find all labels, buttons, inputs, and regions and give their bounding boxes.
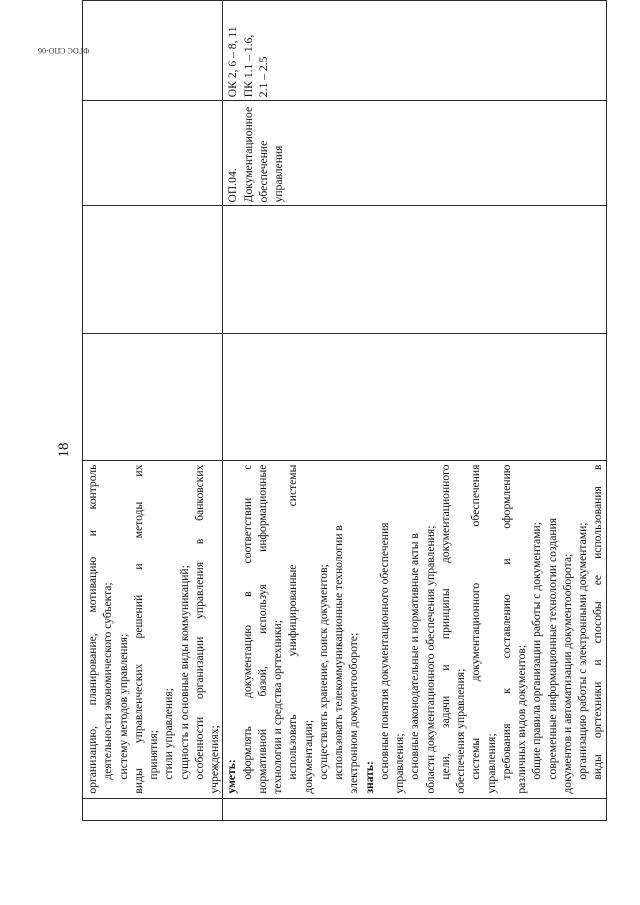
competency-codes: [225, 4, 271, 97]
content-line: использовать унифицированные системы: [286, 464, 300, 780]
hours-cell-2: [223, 206, 606, 333]
content-line: области документационного обеспечения управления;: [423, 525, 437, 794]
content-line: организацию работы с электронными документами;: [576, 522, 589, 780]
curriculum-table: [82, 0, 607, 821]
content-line: управления;: [393, 733, 406, 794]
content-line: документов и автоматизации документооборота;: [560, 553, 574, 794]
content-line: основные законодательные и нормативные акты в: [408, 533, 422, 780]
footer-label: ФГОС СПО-06: [38, 46, 90, 55]
op04-content-cell: [223, 460, 606, 798]
competency-line: 2.1 – 2.5: [256, 56, 270, 98]
content-line: обеспечения управления;: [454, 668, 467, 794]
continuation-content-cell: [83, 460, 223, 798]
continuation-lines: [85, 465, 222, 794]
content-line: системы документационного обеспечения: [469, 464, 483, 780]
continuation-line: стили управления;: [162, 688, 176, 780]
discipline-cell: [223, 101, 606, 206]
continuation-line: деятельности экономического субъекта;: [101, 582, 115, 780]
competency-cell: [223, 1, 606, 101]
content-line: нормативной базой, используя информационные: [255, 464, 269, 794]
content-line: общие правила организации работы с документами;: [530, 522, 544, 780]
index-cell: [83, 798, 223, 820]
continuation-line: учреждениях;: [208, 725, 221, 794]
section-label: знать:: [362, 761, 376, 794]
content-line: основные понятия документационного обеспечения: [377, 522, 391, 780]
page-number: 18: [56, 442, 72, 458]
continuation-line: организацию, планирование, мотивацию и контроль: [86, 464, 99, 794]
content-line: электронном документообороте;: [347, 632, 361, 794]
content-line: документации;: [301, 719, 315, 794]
continuation-line: особенности организации управления в банковских: [192, 464, 206, 780]
competency-cell-empty: [83, 1, 223, 101]
continuation-line: систему методов управления;: [116, 633, 130, 780]
content-line: требования к составлению и оформлению: [499, 464, 513, 780]
content-line: цели, задачи и принципы документационного: [438, 464, 452, 780]
content-line: различных видов документов;: [515, 644, 528, 794]
table-row-continuation: [83, 1, 223, 821]
discipline-name-line: Документационное: [241, 106, 255, 203]
hours-cell: [223, 333, 606, 460]
discipline-code: ОП.04.: [226, 168, 240, 203]
discipline-name-line: управления: [272, 145, 285, 203]
continuation-line: виды управленческих решений и методы их: [131, 464, 145, 794]
discipline-name-line: обеспечение: [256, 140, 270, 203]
content-line: технологии и средства оргтехники;: [271, 620, 284, 794]
content-line: виды оргтехники и способы ее использования в: [591, 464, 605, 780]
discipline-name: [241, 104, 287, 202]
continuation-line: принятия;: [147, 730, 160, 780]
content-line: осуществлять хранение, поиск документов;: [316, 564, 330, 780]
section-label: уметь:: [225, 759, 239, 794]
content-line: оформлять документацию в соответствии с: [240, 464, 254, 780]
competency-line: ПК 1.1 – 1.6,: [241, 34, 255, 98]
competency-line: ОК 2, 6 – 8, 11: [226, 26, 240, 98]
content-line: современные информационные технологии создания: [545, 517, 559, 780]
op04-content-lines: [224, 465, 605, 794]
discipline-cell-empty: [83, 101, 223, 206]
table-row-op04: [223, 1, 606, 821]
hours-cell: [83, 333, 223, 460]
continuation-line: сущность и основные виды коммуникаций;: [177, 565, 191, 780]
hours-cell-2: [83, 206, 223, 333]
content-line: управления;: [484, 733, 498, 794]
index-cell: [223, 798, 606, 820]
content-line: использовать телекоммуникационные технологии в: [332, 525, 345, 780]
